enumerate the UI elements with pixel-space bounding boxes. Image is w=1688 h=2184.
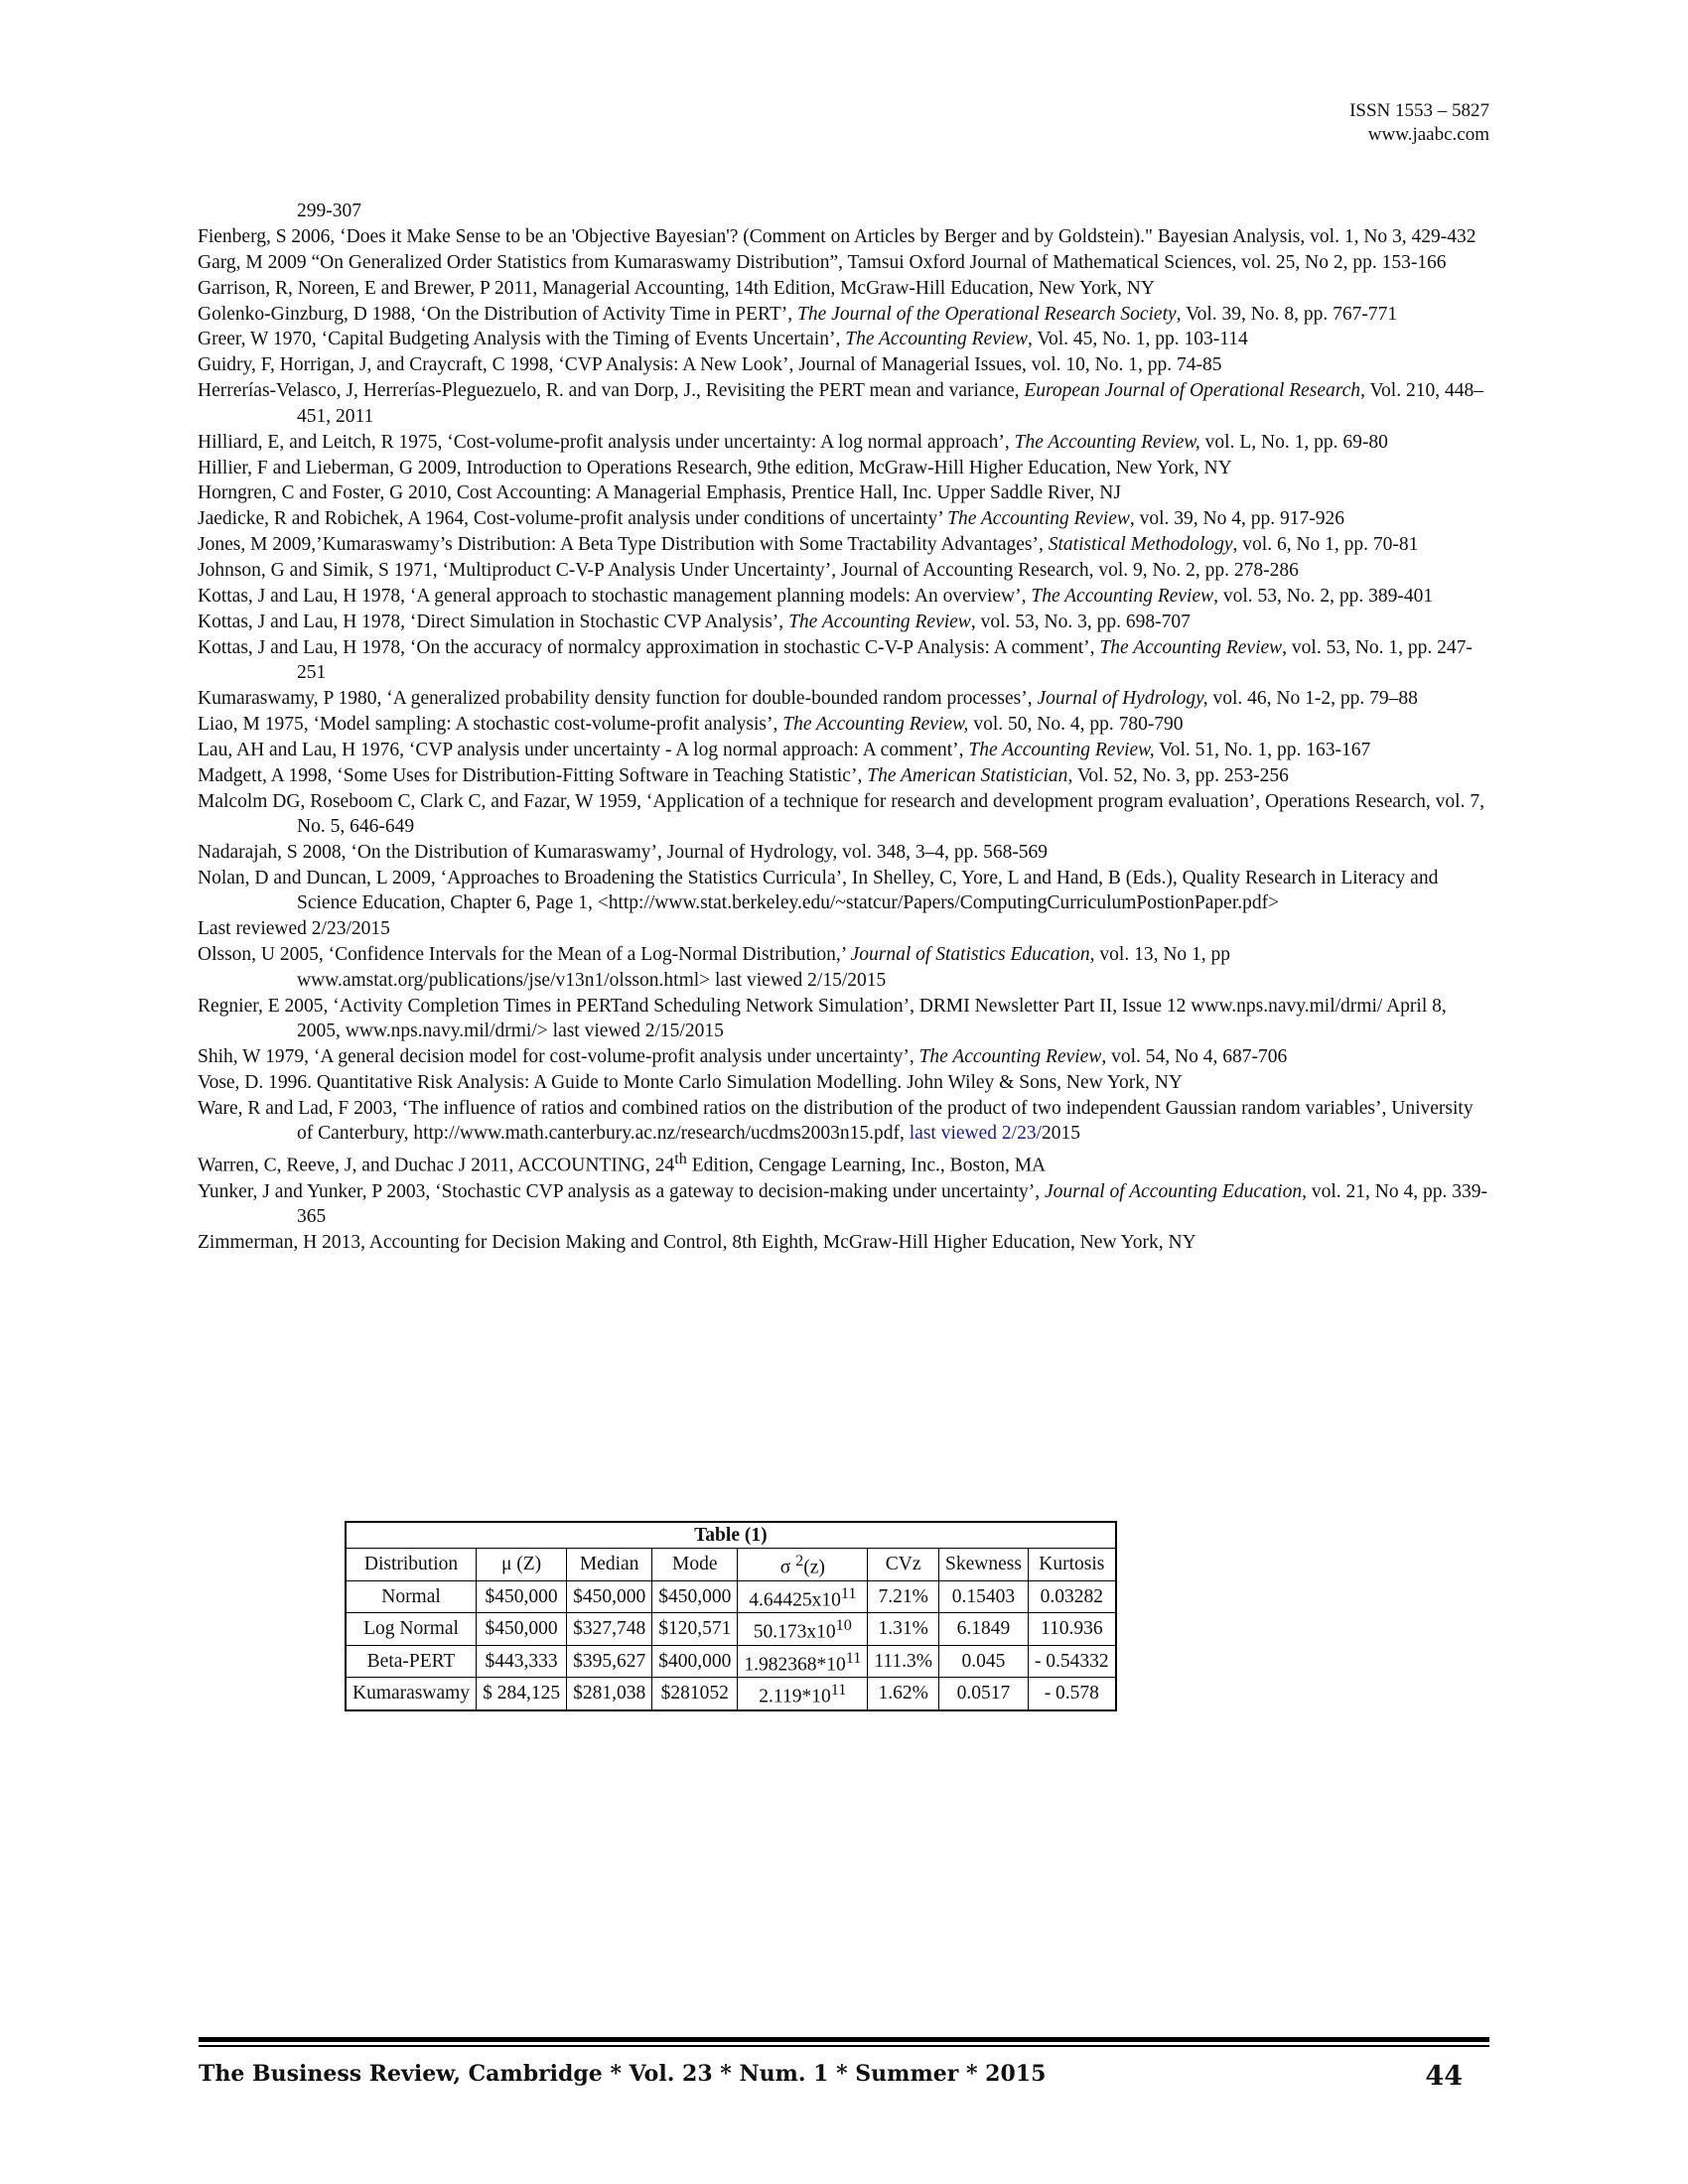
- reference-entry: [198, 352, 1488, 378]
- reference-list: [198, 199, 1488, 1256]
- table-cell: - 0.578: [1028, 1678, 1115, 1710]
- table-cell: $450,000: [567, 1580, 652, 1613]
- reference-text: Edition, Cengage Learning, Inc., Boston, MA: [686, 1155, 1047, 1176]
- data-table: [345, 1521, 1117, 1711]
- reference-entry: [198, 635, 1488, 686]
- table-cell: $4.64425x10^{11}$: [738, 1580, 868, 1613]
- reference-text: vol. 46, No 1-2, pp. 79–88: [1207, 688, 1418, 710]
- reference-text: Malcolm DG, Roseboom C, Clark C, and Fazar, W 1959, ‘Application of a technique for research and development program evaluation’, Operations Research, vol. 7, No. 5, 646-649: [198, 790, 1484, 838]
- reference-text: Garrison, R, Noreen, E and Brewer, P 2011, Managerial Accounting, 14th Edition, McGraw-Hill Education, New York, NY: [198, 277, 1155, 299]
- reference-italic: The Accounting Review: [845, 329, 1028, 350]
- table-cell: $1.982368*10^{11}$: [738, 1645, 868, 1678]
- reference-text: Kottas, J and Lau, H 1978, ‘A general approach to stochastic management planning models: An overview’,: [198, 585, 1032, 607]
- reference-text: , vol. 53, No. 1, pp. 247-251: [297, 636, 1473, 684]
- table-caption: Table (1): [346, 1522, 1116, 1549]
- reference-text: Regnier, E 2005, ‘Activity Completion Times in PERTand Scheduling Network Simulation’, DRMI Newsletter Part II, Issue 12 www.nps.navy.mil/drmi/ April 8, 2005, www.nps.navy.mil/drmi/> last viewed 2/15/2015: [198, 995, 1447, 1042]
- reference-text: Horngren, C and Foster, G 2010, Cost Accounting: A Managerial Emphasis, Prentice Hall, Inc. Upper Saddle River, NJ: [198, 482, 1121, 504]
- issn-text: ISSN 1553 – 5827: [1349, 100, 1489, 121]
- reference-entry: [198, 430, 1488, 456]
- table-cell: 1.62%: [868, 1678, 939, 1710]
- reference-text: , vol. 39, No 4, pp. 917-926: [1129, 508, 1345, 530]
- table-cell: 111.3%: [868, 1645, 939, 1678]
- reference-text: Warren, C, Reeve, J, and Duchac J 2011, ACCOUNTING, 24: [198, 1155, 675, 1176]
- table-cell: $281052: [652, 1678, 738, 1710]
- reference-entry: [198, 532, 1488, 558]
- reference-entry: [198, 1096, 1488, 1147]
- reference-italic: The Accounting Review: [788, 611, 971, 632]
- reference-entry: [198, 584, 1488, 610]
- reference-text: Olsson, U 2005, ‘Confidence Intervals for the Mean of a Log-Normal Distribution,’: [198, 944, 851, 966]
- table-cell: 0.03282: [1028, 1580, 1115, 1613]
- reference-entry: [198, 558, 1488, 584]
- table-cell: Log Normal: [346, 1613, 477, 1646]
- table-header-row: [346, 1549, 1116, 1581]
- reference-text: Jaedicke, R and Robichek, A 1964, Cost-volume-profit analysis under conditions of uncertainty’: [198, 508, 948, 530]
- table-cell: $ 284,125: [477, 1678, 567, 1710]
- reference-text: , Vol. 52, No. 3, pp. 253-256: [1067, 764, 1289, 786]
- reference-text: , vol. 53, No. 3, pp. 698-707: [970, 611, 1191, 632]
- reference-text: Vol. 51, No. 1, pp. 163-167: [1154, 739, 1371, 760]
- table-cell: $450,000: [477, 1580, 567, 1613]
- reference-entry: [198, 1147, 1488, 1178]
- reference-text: Garg, M 2009 “On Generalized Order Statistics from Kumaraswamy Distribution”, Tamsui Oxford Journal of Mathematical Sciences, vol. 25, No 2, pp. 153-166: [198, 251, 1447, 273]
- reference-text: vol. L, No. 1, pp. 69-80: [1199, 431, 1388, 453]
- table-cell: $450,000: [652, 1580, 738, 1613]
- table-cell: $2.119*10^{11}$: [738, 1678, 868, 1710]
- table-header-cell: Median: [567, 1549, 652, 1581]
- reference-entry: [198, 610, 1488, 635]
- reference-text: Jones, M 2009,’Kumaraswamy’s Distribution: A Beta Type Distribution with Some Tractability Advantages’,: [198, 534, 1049, 556]
- reference-entry: [198, 1044, 1488, 1070]
- reference-text: Kumaraswamy, P 1980, ‘A generalized probability density function for double-bounded random processes’,: [198, 688, 1038, 710]
- reference-entry: [198, 738, 1488, 763]
- table-cell: 0.15403: [939, 1580, 1029, 1613]
- reference-entry: [198, 942, 1488, 993]
- reference-text: 2015: [1042, 1123, 1080, 1145]
- table-cell: Normal: [346, 1580, 477, 1613]
- table-cell: $443,333: [477, 1645, 567, 1678]
- footer-rule-thin: [199, 2045, 1489, 2047]
- reference-italic: Journal of Accounting Education,: [1045, 1180, 1307, 1202]
- table-cell: - 0.54332: [1028, 1645, 1115, 1678]
- reference-entry: [198, 456, 1488, 481]
- table-header-cell: Distribution: [346, 1549, 477, 1581]
- page-header: [1349, 99, 1489, 147]
- reference-entry: [198, 763, 1488, 789]
- reference-entry: [198, 789, 1488, 840]
- table-cell: 7.21%: [868, 1580, 939, 1613]
- reference-text: , Vol. 45, No. 1, pp. 103-114: [1027, 329, 1248, 350]
- table-cell: Kumaraswamy: [346, 1678, 477, 1710]
- table-cell: $50.173x10^{10}$: [738, 1613, 868, 1646]
- reference-italic: European Journal of Operational Research: [1024, 380, 1361, 402]
- table-header-cell: Skewness: [939, 1549, 1029, 1581]
- reference-text: Hilliard, E, and Leitch, R 1975, ‘Cost-volume-profit analysis under uncertainty: A log normal approach’,: [198, 431, 1015, 453]
- reference-text: Fienberg, S 2006, ‘Does it Make Sense to be an 'Objective Bayesian'? (Comment on Articles by Berger and by Goldstein)." Bayesian Analysis, vol. 1, No 3, 429-432: [198, 225, 1477, 247]
- reference-text: Johnson, G and Simik, S 1971, ‘Multiproduct C-V-P Analysis Under Uncertainty’, Journal of Accounting Research, vol. 9, No. 2, pp. 278-286: [198, 560, 1299, 582]
- reference-text: th: [674, 1150, 687, 1168]
- journal-title: The Business Review, Cambridge * Vol. 23 * Num. 1 * Summer * 2015: [199, 2061, 1047, 2087]
- reference-italic: Journal of Hydrology,: [1037, 688, 1208, 710]
- table-cell: $281,038: [567, 1678, 652, 1710]
- table-cell: $120,571: [652, 1613, 738, 1646]
- reference-entry: [198, 224, 1488, 250]
- table-cell: $400,000: [652, 1645, 738, 1678]
- reference-text: , vol. 6, No 1, pp. 70-81: [1232, 534, 1419, 556]
- reference-text: Nolan, D and Duncan, L 2009, ‘Approaches to Broadening the Statistics Curricula’, In Shelley, C, Yore, L and Hand, B (Eds.), Quality Research in Literacy and Science Education, Chapter 6, Page 1, <http://www.stat.berkeley.edu/~statcur/Papers/ComputingCurriculumPostionPaper.pdf>: [198, 867, 1439, 914]
- reference-italic: The Accounting Review,: [968, 739, 1155, 760]
- reference-italic: The Accounting Review,: [1014, 431, 1200, 453]
- table-cell: $450,000: [477, 1613, 567, 1646]
- reference-italic: The Journal of the Operational Research Society: [797, 303, 1177, 325]
- reference-text: Zimmerman, H 2013, Accounting for Decision Making and Control, 8th Eighth, McGraw-Hill Higher Education, New York, NY: [198, 1232, 1196, 1253]
- reference-entry: [198, 686, 1488, 712]
- reference-italic: The Accounting Review: [1099, 636, 1283, 658]
- reference-italic: The American Statistician: [867, 764, 1068, 786]
- reference-text: Kottas, J and Lau, H 1978, ‘On the accuracy of normalcy approximation in stochastic C-V-P Analysis: A comment’,: [198, 636, 1100, 658]
- reference-entry: [198, 1230, 1488, 1256]
- table-cell: $395,627: [567, 1645, 652, 1678]
- table-cell: Beta-PERT: [346, 1645, 477, 1678]
- table-header-cell: σ $^2$(z): [738, 1549, 868, 1581]
- page-footer: [199, 2061, 1463, 2092]
- table-cell: 6.1849: [939, 1613, 1029, 1646]
- reference-text: , Vol. 39, No. 8, pp. 767-771: [1176, 303, 1398, 325]
- reference-text: , vol. 13, No 1, pp www.amstat.org/publications/jse/v13n1/olsson.html> last viewed 2/15/2015: [297, 944, 1231, 991]
- reference-entry: [198, 916, 1488, 942]
- table-row: [346, 1613, 1116, 1646]
- table-header-cell: μ (Z): [477, 1549, 567, 1581]
- table-header-cell: Kurtosis: [1028, 1549, 1115, 1581]
- reference-entry: [198, 250, 1488, 276]
- reference-text: Last reviewed 2/23/2015: [198, 918, 390, 940]
- footer-rule-thick: [199, 2037, 1489, 2042]
- page-number: 44: [1425, 2061, 1463, 2092]
- site-url: www.jaabc.com: [1367, 124, 1489, 145]
- reference-text: , vol. 54, No 4, 687-706: [1101, 1046, 1288, 1068]
- table-row: [346, 1580, 1116, 1613]
- reference-text: Yunker, J and Yunker, P 2003, ‘Stochastic CVP analysis as a gateway to decision-making under uncertainty’,: [198, 1180, 1046, 1202]
- reference-text: Lau, AH and Lau, H 1976, ‘CVP analysis under uncertainty - A log normal approach: A comment’,: [198, 739, 969, 760]
- reference-italic: The Accounting Review: [947, 508, 1130, 530]
- reference-text: Guidry, F, Horrigan, J, and Craycraft, C 1998, ‘CVP Analysis: A New Look’, Journal of Managerial Issues, vol. 10, No. 1, pp. 74-85: [198, 354, 1222, 376]
- table-body: [346, 1580, 1116, 1710]
- reference-text: Shih, W 1979, ‘A general decision model for cost-volume-profit analysis under uncertainty’,: [198, 1046, 919, 1068]
- table-row: [346, 1678, 1116, 1710]
- reference-text: vol. 50, No. 4, pp. 780-790: [968, 714, 1184, 736]
- reference-italic: Statistical Methodology: [1048, 534, 1233, 556]
- reference-entry: [198, 199, 1488, 224]
- reference-text: last viewed 2/23/: [909, 1123, 1042, 1145]
- reference-text: Ware, R and Lad, F 2003, ‘The influence of ratios and combined ratios on the distribution of the product of two independent Gaussian random variables’, University of Canterbury, http://www.math.canterbury.ac.nz/research/ucdms2003n15.pdf,: [198, 1097, 1474, 1145]
- reference-text: Liao, M 1975, ‘Model sampling: A stochastic cost-volume-profit analysis’,: [198, 714, 783, 736]
- reference-entry: [198, 712, 1488, 738]
- reference-entry: [198, 1070, 1488, 1096]
- reference-text: Madgett, A 1998, ‘Some Uses for Distribution-Fitting Software in Teaching Statistic’,: [198, 764, 868, 786]
- reference-entry: [198, 480, 1488, 506]
- reference-text: Hillier, F and Lieberman, G 2009, Introduction to Operations Research, 9the edition, McGraw-Hill Higher Education, New York, NY: [198, 457, 1232, 478]
- table-cell: $327,748: [567, 1613, 652, 1646]
- reference-entry: [198, 994, 1488, 1044]
- reference-italic: The Accounting Review,: [782, 714, 969, 736]
- table-cell: 1.31%: [868, 1613, 939, 1646]
- reference-entry: [198, 378, 1488, 429]
- reference-text: vol. 21, No 4, pp. 339-365: [297, 1180, 1487, 1228]
- reference-italic: The Accounting Review: [918, 1046, 1102, 1068]
- table-header-cell: CVz: [868, 1549, 939, 1581]
- table-row: [346, 1645, 1116, 1678]
- reference-entry: [198, 302, 1488, 328]
- reference-text: Kottas, J and Lau, H 1978, ‘Direct Simulation in Stochastic CVP Analysis’,: [198, 611, 789, 632]
- reference-text: Herrerías-Velasco, J, Herrerías-Pleguezuelo, R. and van Dorp, J., Revisiting the PERT mean and variance,: [198, 380, 1025, 402]
- reference-entry: [198, 276, 1488, 302]
- reference-entry: [198, 840, 1488, 866]
- table-header-cell: Mode: [652, 1549, 738, 1581]
- reference-text: Greer, W 1970, ‘Capital Budgeting Analysis with the Timing of Events Uncertain’,: [198, 329, 846, 350]
- reference-italic: The Accounting Review: [1031, 585, 1214, 607]
- reference-text: , Vol. 210, 448–451, 2011: [297, 380, 1483, 427]
- reference-italic: Journal of Statistics Education: [850, 944, 1090, 966]
- reference-entry: [198, 866, 1488, 916]
- reference-entry: [198, 506, 1488, 532]
- reference-text: Nadarajah, S 2008, ‘On the Distribution of Kumaraswamy’, Journal of Hydrology, vol. 348, 3–4, pp. 568-569: [198, 842, 1049, 864]
- reference-text: , vol. 53, No. 2, pp. 389-401: [1213, 585, 1434, 607]
- table-cell: 0.045: [939, 1645, 1029, 1678]
- reference-text: 299-307: [297, 201, 361, 221]
- reference-text: Golenko-Ginzburg, D 1988, ‘On the Distribution of Activity Time in PERT’,: [198, 303, 798, 325]
- table-cell: 0.0517: [939, 1678, 1029, 1710]
- reference-entry: [198, 1179, 1488, 1230]
- table-cell: 110.936: [1028, 1613, 1115, 1646]
- reference-text: Vose, D. 1996. Quantitative Risk Analysis: A Guide to Monte Carlo Simulation Modelling. John Wiley & Sons, New York, NY: [198, 1071, 1183, 1093]
- reference-entry: [198, 327, 1488, 352]
